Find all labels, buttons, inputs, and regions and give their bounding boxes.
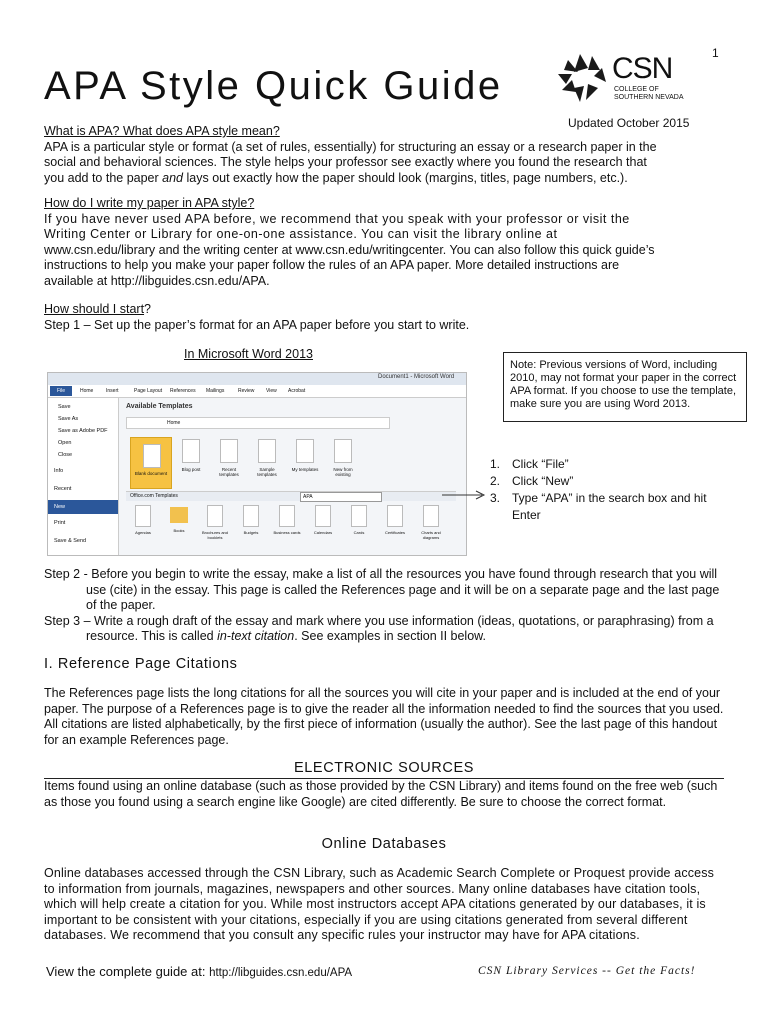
logo-sub2: SOUTHERN NEVADA [614, 94, 684, 101]
template-search-input[interactable]: APA [300, 492, 382, 502]
q2-line1: If you have never used APA before, we recommend that you speak with your professor or visit the [44, 211, 630, 226]
step2: Step 2 - Before you begin to write the essay, make a list of all the resources you have found through research that you will use (cite) in the essay. This page is called the References page and it will be on a separate page and the last page of the paper. [44, 567, 720, 612]
side-open[interactable]: Open [58, 440, 72, 446]
online-databases-body-wrap [44, 866, 720, 944]
heading-what-is-apa: What is APA? What does APA style mean? [44, 124, 280, 138]
tab-view[interactable]: View [266, 388, 277, 394]
q2-line5: available at http://libguides.csn.edu/APA. [44, 273, 270, 288]
q1-line3: you add to the paper and lays out exactly how the paper should look (margins, titles, page numbers, etc.). [44, 170, 628, 185]
template-calendars[interactable]: Calendars [306, 505, 340, 535]
template-charts[interactable]: Charts and diagrams [414, 505, 448, 540]
heading-how-to-start: How should I start? [44, 302, 151, 316]
electronic-sources-body: Items found using an online database (such as those provided by the CSN Library) and items found on the free web (such as those you found using a search engine like Google) are cited differently. Be sure to choose the correct format. [44, 779, 718, 809]
home-breadcrumb[interactable]: Home [167, 420, 181, 426]
q2-line4: instructions to help you make your paper follow the rules of an APA paper. More detailed instructions are [44, 258, 620, 272]
template-brochures[interactable]: Brochures and booklets [198, 505, 232, 540]
section-1-heading: I. Reference Page Citations [44, 656, 238, 672]
word-caption: In Microsoft Word 2013 [184, 347, 313, 361]
arrow-icon [440, 488, 490, 502]
step3: Step 3 – Write a rough draft of the essay and mark where you use information (ideas, quotations, or paraphrasing) from a resource. This is called in-text citation. See examples in section II below. [44, 613, 714, 643]
template-business-cards[interactable]: Business cards [270, 505, 304, 535]
tab-review[interactable]: Review [238, 388, 255, 394]
tab-references[interactable]: References [170, 388, 196, 394]
side-close[interactable]: Close [58, 452, 73, 458]
footer-tagline: CSN Library Services -- Get the Facts! [478, 965, 696, 977]
tab-home[interactable]: Home [80, 388, 94, 394]
template-new-existing[interactable]: New from existing [328, 439, 358, 477]
csn-logo [552, 50, 692, 110]
section-how-to-start [44, 302, 744, 333]
tab-file[interactable]: File [50, 386, 72, 396]
office-templates-label: Office.com Templates [130, 493, 178, 499]
template-cards[interactable]: Cards [342, 505, 376, 535]
side-recent[interactable]: Recent [54, 486, 72, 492]
online-databases-body: Online databases accessed through the CSN Library, such as Academic Search Complete or Proquest provide access to information from journals, magazines, newspapers and other sources. Many online databases have citation tools, which will help create a citation for you. While most instructors accept APA citations generated by our databases, it is important to be consistent with your citations, especially if you are using citations generated from several different databases. We recommend that you consult any specific rules your instructor may have for APA citations. [44, 866, 715, 942]
template-my[interactable]: My templates [290, 439, 320, 472]
footer-label: View the complete guide at: [46, 964, 210, 979]
template-blank[interactable]: Blank document [130, 437, 172, 489]
section-how-to-write [44, 196, 744, 289]
template-budgets[interactable]: Budgets [234, 505, 268, 535]
instruction-list [490, 456, 730, 524]
word-window-title: Document1 - Microsoft Word [378, 374, 455, 380]
logo-sub1: COLLEGE OF [614, 86, 659, 93]
steps-2-3 [44, 567, 724, 645]
template-certificates[interactable]: Certificates [378, 505, 412, 535]
template-recent[interactable]: Recent templates [214, 439, 244, 477]
side-save[interactable]: Save [58, 404, 71, 410]
template-books[interactable]: Books [162, 505, 196, 533]
word-ribbon [48, 385, 466, 398]
footer-guide-link [46, 964, 352, 979]
tab-page-layout[interactable]: Page Layout [134, 388, 163, 394]
tab-acrobat[interactable]: Acrobat [288, 388, 306, 394]
instruction-3: 3. Type “APA” in the search box and hit Enter [490, 491, 707, 522]
section-what-is-apa [44, 124, 734, 186]
word-backstage-sidebar [48, 398, 119, 555]
section-1-body: The References page lists the long citations for all the sources you will cite in your paper and is included at the end of your paper. The purpose of a References page is to give the reader all the information needed to find the sources that you used. All citations are listed alphabetically, by the first piece of information (usually the author). See the last page of this handout for an example References page. [44, 686, 724, 747]
available-templates-heading: Available Templates [126, 403, 193, 410]
side-save-pdf[interactable]: Save as Adobe PDF [58, 428, 108, 434]
office-template-row [126, 505, 466, 553]
q1-line2: social and behavioral sciences. The style helps your professor see exactly where you found the research that [44, 155, 647, 169]
template-sample[interactable]: Sample templates [252, 439, 282, 477]
side-save-as[interactable]: Save As [58, 416, 79, 422]
online-databases-heading: Online Databases [321, 836, 447, 852]
logo-text: CSN [612, 52, 673, 85]
tab-mailings[interactable]: Mailings [206, 388, 225, 394]
instruction-1: 1. Click “File” [490, 457, 569, 471]
instruction-2: 2. Click “New” [490, 474, 574, 488]
side-new[interactable]: New [48, 500, 118, 514]
page-number: 1 [712, 46, 719, 60]
updated-date: Updated October 2015 [568, 116, 690, 130]
step1: Step 1 – Set up the paper’s format for an APA paper before you start to write. [44, 317, 470, 332]
side-print[interactable]: Print [54, 520, 66, 526]
electronic-sources-heading: ELECTRONIC SOURCES [294, 760, 474, 776]
template-home-bar [126, 417, 390, 429]
side-save-send[interactable]: Save & Send [54, 538, 87, 544]
office-templates-bar [126, 491, 456, 501]
heading-how-to-write: How do I write my paper in APA style? [44, 196, 255, 210]
footer-url[interactable]: http://libguides.csn.edu/APA [209, 967, 353, 979]
q2-line3: www.csn.edu/library and the writing center at www.csn.edu/writingcenter. You can also follow this quick guide’s [44, 242, 655, 257]
version-note: Note: Previous versions of Word, including 2010, may not format your paper in the correct APA format. If you choose to use the template, make sure you are using Word 2013. [503, 352, 747, 422]
side-info[interactable]: Info [54, 468, 64, 474]
q2-line2: Writing Center or Library for one-on-one assistance. You can visit the library online at [44, 227, 558, 241]
q1-line1: APA is a particular style or format (a set of rules, essentially) for structuring an essay or a research paper in the [44, 139, 657, 154]
template-blog-post[interactable]: Blog post [176, 439, 206, 472]
section-1-body-wrap [44, 686, 724, 748]
electronic-sources-body-wrap [44, 778, 724, 810]
word-screenshot [47, 372, 467, 556]
page-title: APA Style Quick Guide [44, 64, 503, 108]
template-agendas[interactable]: Agendas [126, 505, 160, 535]
tab-insert[interactable]: Insert [106, 388, 119, 394]
